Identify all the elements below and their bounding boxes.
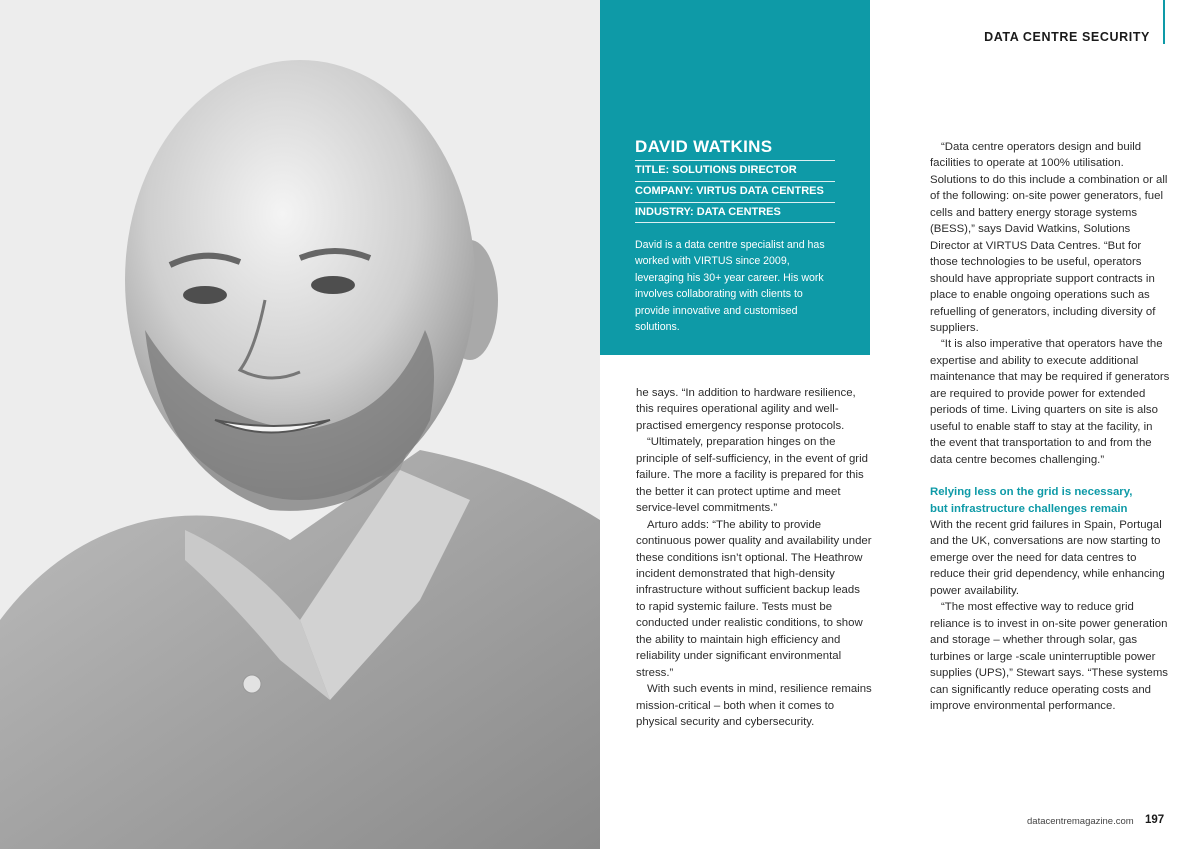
paragraph: With such events in mind, resilience remains mission-critical – both when it comes to physical security and cybersecurity. <box>636 683 872 729</box>
article-column-1 <box>636 385 872 731</box>
profile-bio: David is a data centre specialist and has worked with VIRTUS since 2009, leveraging his 30+ year career. His work involves collaborating with clients to provide innovative and customised solutions. <box>635 239 825 334</box>
profile-company: COMPANY: VIRTUS DATA CENTRES <box>635 181 835 201</box>
paragraph: “Ultimately, preparation hinges on the principle of self-sufficiency, in the event of grid failure. The more a facility is prepared for this the better it can protect uptime and meet service-level commitments.” <box>636 436 868 515</box>
profile-title: TITLE: SOLUTIONS DIRECTOR <box>635 160 835 180</box>
section-title: DATA CENTRE SECURITY <box>984 30 1150 44</box>
paragraph: With the recent grid failures in Spain, Portugal and the UK, conversations are now starting to emerge over the need for data centres to reduce their grid dependency, while enhancing power availability. <box>930 518 1165 597</box>
article-column-2 <box>930 139 1170 714</box>
subheading-line-2: but infrastructure challenges remain <box>930 502 1128 515</box>
footer-url: datacentremagazine.com <box>1027 816 1134 827</box>
paragraph: “It is also imperative that operators have the expertise and ability to execute additional maintenance that may be required if generators are required to provide power for extended periods of time. Living quarters on site is also useful to enable staff to stay at the facility, in the event that transportation to and from the data centre becomes challenging.” <box>930 338 1170 466</box>
profile-panel <box>600 0 870 355</box>
profile-industry: INDUSTRY: DATA CENTRES <box>635 202 835 223</box>
paragraph: “The most effective way to reduce grid reliance is to invest in on-site power generation and storage – whether through solar, gas turbines or large -scale uninterruptible power supplies (UPS),” Stewart says. “These systems can significantly reduce operating costs and improve environmental performance. <box>930 601 1169 712</box>
subheading-line-1: Relying less on the grid is necessary, <box>930 486 1133 499</box>
paragraph: Arturo adds: “The ability to provide continuous power quality and availability under these conditions isn’t optional. The Heathrow incident demonstrated that high-density infrastructure without sufficient backup leads to rapid systemic failure. Tests must be conducted under realistic conditions, to show the ability to maintain high efficiency and reliability under significant environmental stress.” <box>636 518 872 679</box>
paragraph: “Data centre operators design and build facilities to operate at 100% utilisation. Solutions to do this include a combination or all of the following: on-site power generators, fuel cells and battery energy storage systems (BESS),” says David Watkins, Solutions Director at VIRTUS Data Centres. “But for those technologies to be useful, operators should have appropriate support contracts in place to enable ongoing operations such as refuelling of generators, including diversity of suppliers. <box>930 141 1168 334</box>
profile-name: DAVID WATKINS <box>635 137 773 156</box>
page-number: 197 <box>1145 814 1165 826</box>
subheading <box>930 484 1170 517</box>
header-accent-rule <box>1163 0 1165 44</box>
paragraph: he says. “In addition to hardware resilience, this requires operational agility and well-practised emergency response protocols. <box>636 387 856 432</box>
